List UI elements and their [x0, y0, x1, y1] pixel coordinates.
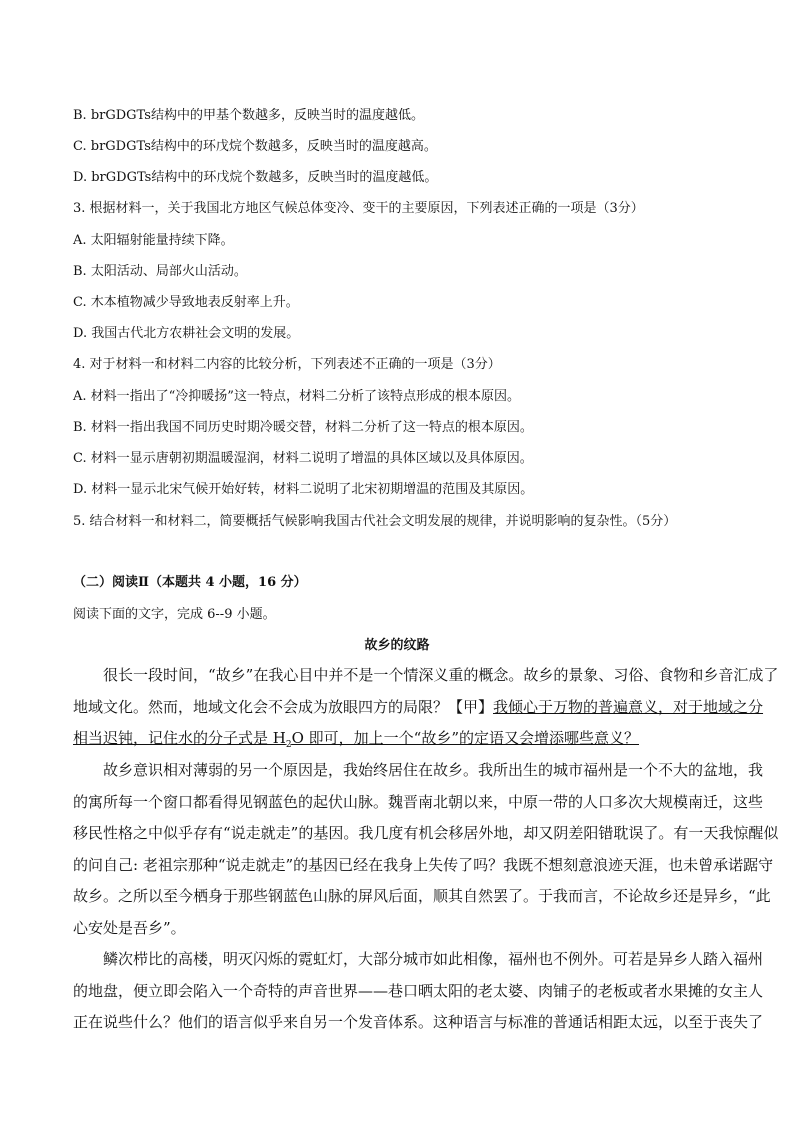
article-line	[73, 727, 721, 750]
article-text: 地域文化。然而，地域文化会不会成为放眼四方的局限？【甲】	[73, 698, 494, 716]
option-b-brgdgts: B. brGDGTs结构中的甲基个数越多，反映当时的温度越低。	[73, 108, 424, 123]
section-heading: （二）阅读Ⅱ（本题共 4 小题，16 分）	[73, 575, 307, 590]
article-line: 的寓所每一个窗口都看得见钢蓝色的起伏山脉。魏晋南北朝以来，中原一带的人口多次大规模南迁，这些	[73, 793, 764, 811]
question-4: 4. 对于材料一和材料二内容的比较分析，下列表述不正确的一项是（3分）	[73, 357, 501, 372]
article-line: 的问自己: 老祖宗那种“说走就走”的基因已经在我身上失传了吗？我既不想刻意浪迹天涯，也未曾承诺踞守	[73, 856, 774, 874]
article-line: 正在说些什么？他们的语言似乎来自另一个发音体系。这种语言与标准的普通话相距太远，以至于丧失了	[73, 1013, 764, 1031]
question-4-option-c: C. 材料一显示唐朝初期温暖湿润，材料二说明了增温的具体区域以及具体原因。	[73, 451, 533, 466]
article-line: 故乡。之所以至今栖身于那些钢蓝色山脉的屏风后面，顺其自然罢了。于我而言，不论故乡还是异乡，“此	[73, 887, 771, 905]
option-c-brgdgts: C. brGDGTs结构中的环戊烷个数越多，反映当时的温度越高。	[73, 139, 437, 154]
question-3-option-d: D. 我国古代北方农耕社会文明的发展。	[73, 326, 300, 341]
question-4-option-a: A. 材料一指出了“冷抑暖扬”这一特点，材料二分析了该特点形成的根本原因。	[73, 389, 520, 404]
article-text: 相当迟钝，记住水的分子式是 H	[73, 729, 286, 747]
question-3: 3. 根据材料一，关于我国北方地区气候总体变冷、变干的主要原因，下列表述正确的一项是（3分）	[73, 201, 644, 216]
article-line: 故乡意识相对薄弱的另一个原因是，我始终居住在故乡。我所出生的城市福州是一个不大的盆地，我	[103, 761, 764, 779]
article-line: 鳞次栉比的高楼，明灭闪烁的霓虹灯，大部分城市如此相像，福州也不例外。可若是异乡人踏入福州	[103, 950, 764, 968]
article-line	[73, 696, 764, 717]
question-3-option-b: B. 太阳活动、局部火山活动。	[73, 264, 247, 279]
article-title: 故乡的纹路	[364, 638, 430, 653]
article-line: 心安处是吾乡”。	[73, 919, 186, 937]
section-instruction: 阅读下面的文字，完成 6--9 小题。	[73, 607, 276, 622]
article-line: 的地盘，便立即会陷入一个奇特的声音世界——巷口晒太阳的老太婆、肉铺子的老板或者水果摊的女主人	[73, 982, 764, 1000]
underlined-sentence-jia: 我倾心于万物的普遍意义，对于地域之分	[493, 698, 764, 716]
option-d-brgdgts: D. brGDGTs结构中的环戊烷个数越多，反映当时的温度越低。	[73, 170, 438, 185]
article-line: 很长一段时间，“故乡”在我心目中并不是一个情深义重的概念。故乡的景象、习俗、食物和乡音汇成了	[103, 666, 779, 684]
underlined-sentence-jia	[73, 729, 639, 750]
question-3-option-c: C. 木本植物减少导致地表反射率上升。	[73, 295, 299, 310]
subscript: 2	[285, 740, 292, 750]
question-3-option-a: A. 太阳辐射能量持续下降。	[73, 233, 234, 248]
question-5: 5. 结合材料一和材料二，简要概括气候影响我国古代社会文明发展的规律，并说明影响的复杂性。（5分）	[73, 514, 677, 529]
article-text: O 即可，加上一个“故乡”的定语又会增添哪些意义？	[291, 729, 639, 747]
question-4-option-d: D. 材料一显示北宋气候开始好转，材料二说明了北宋初期增温的范围及其原因。	[73, 482, 534, 497]
article-line: 移民性格之中似乎存有“说走就走”的基因。我几度有机会移居外地，却又阴差阳错耽误了。有一天我惊醒似	[73, 824, 779, 842]
question-4-option-b: B. 材料一指出我国不同历史时期冷暖交替，材料二分析了这一特点的根本原因。	[73, 420, 533, 435]
